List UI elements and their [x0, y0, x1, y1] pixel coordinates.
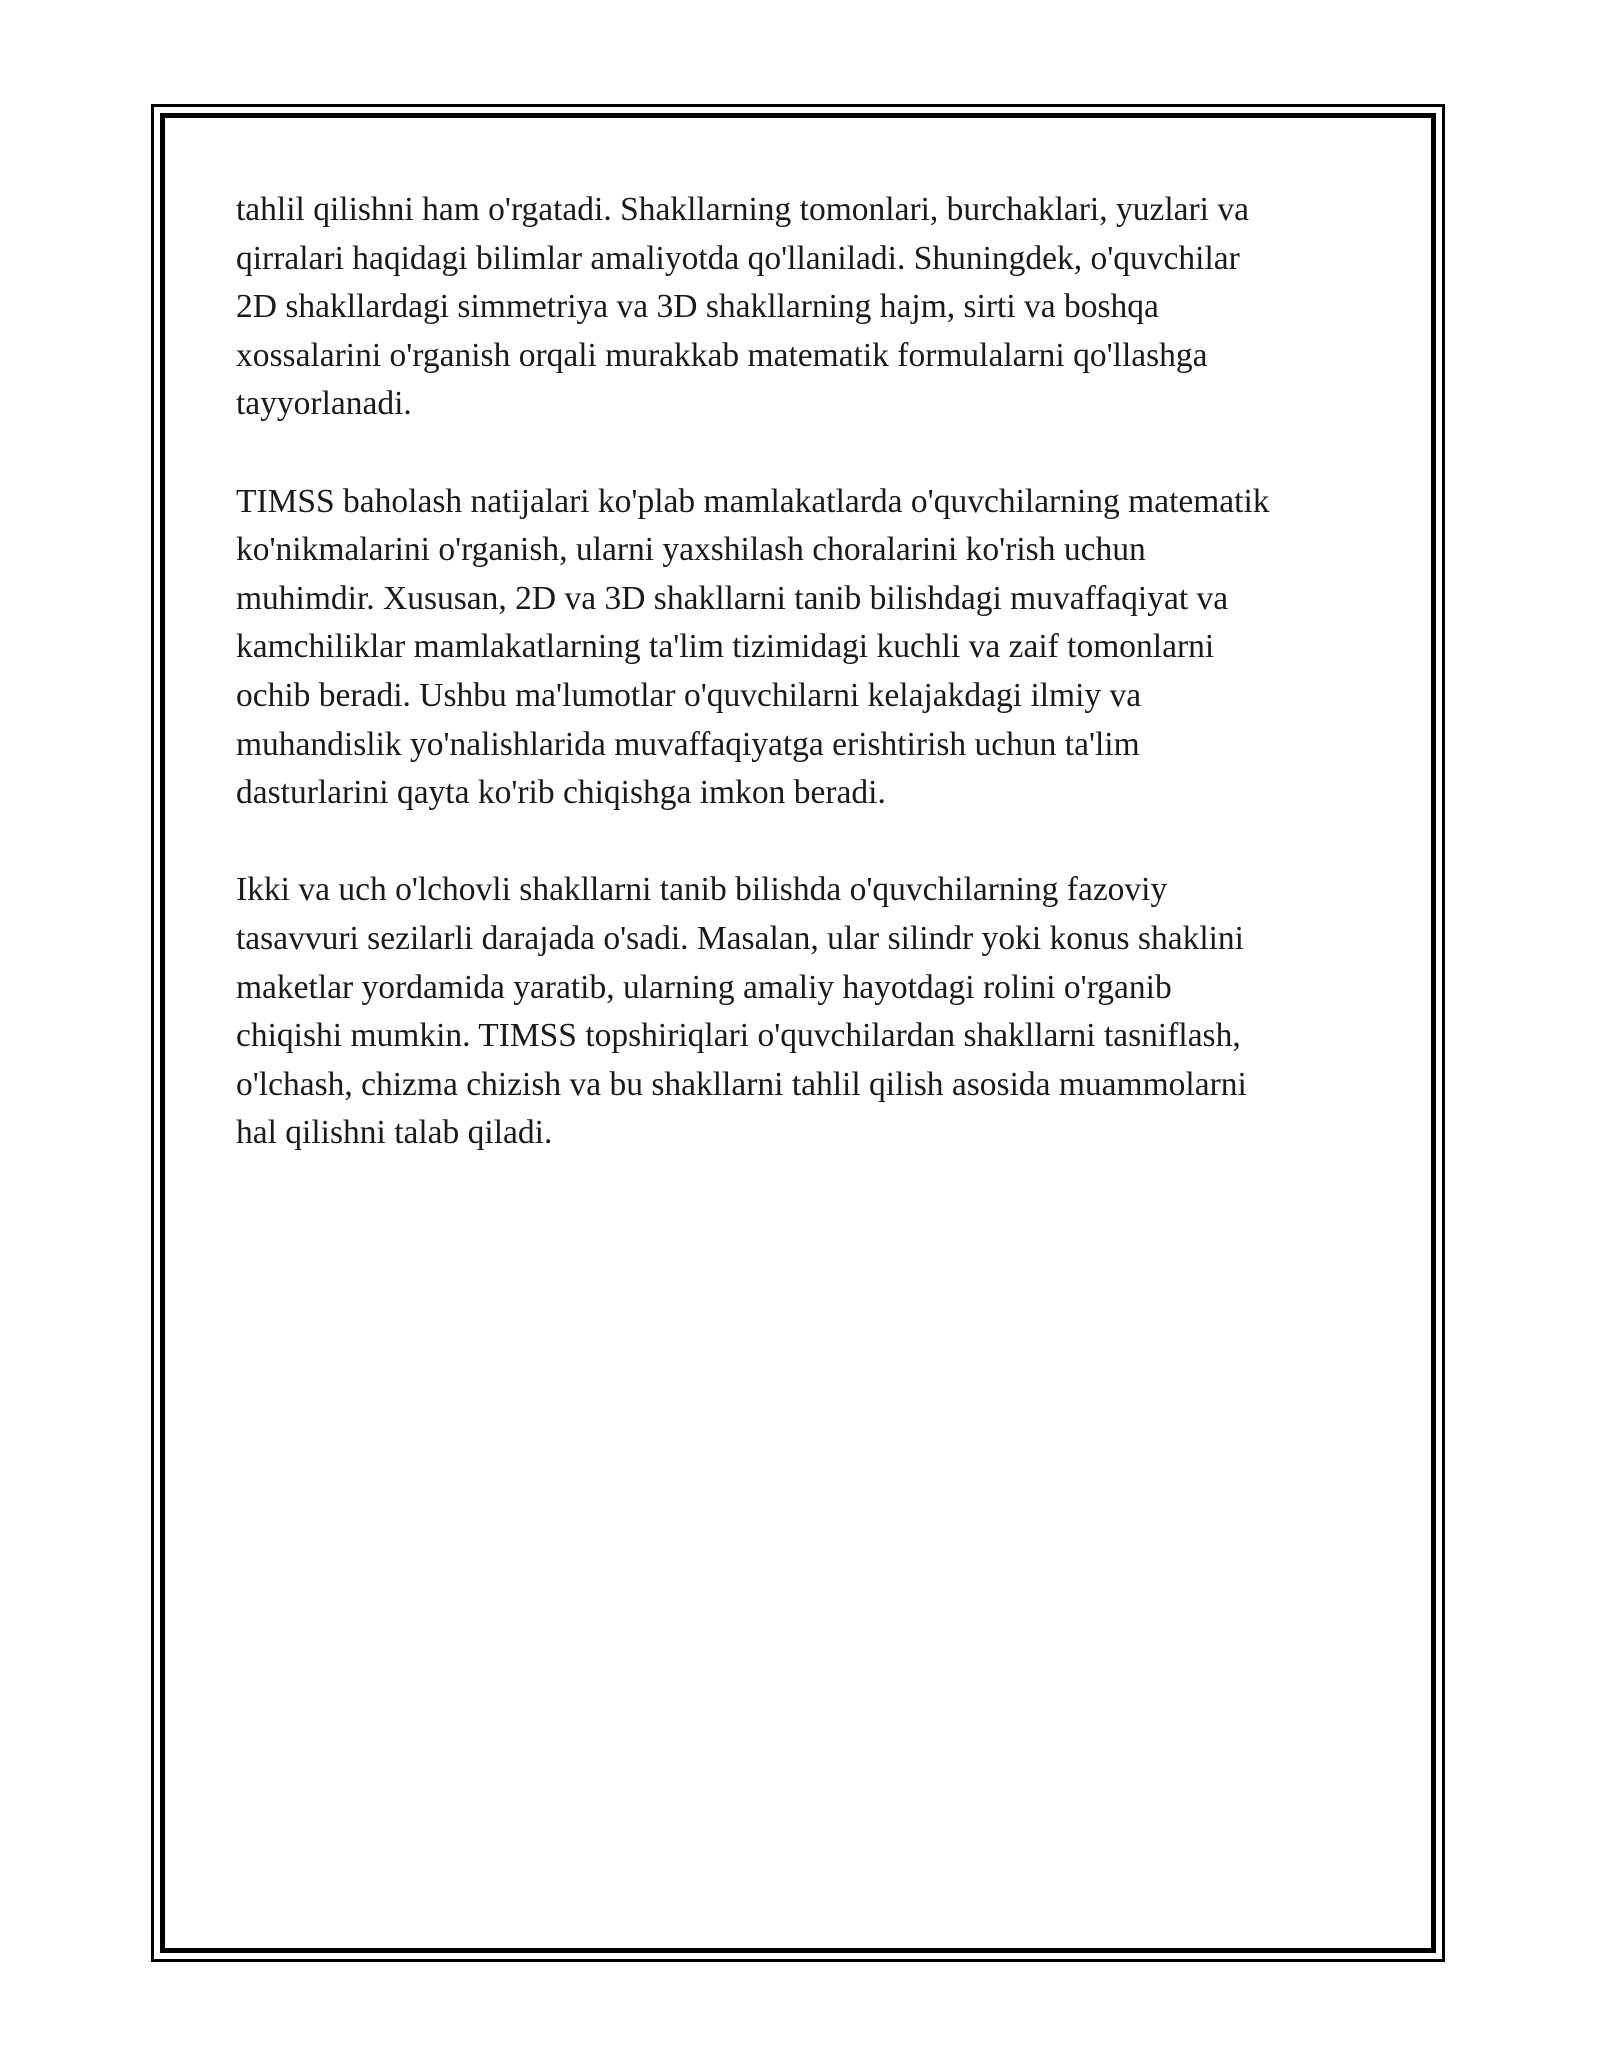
paragraph-1 — [236, 186, 1376, 429]
text-line: tahlil qilishni ham o'rgatadi. Shakllarning tomonlari, burchaklari, yuzlari va — [236, 191, 1249, 228]
text-line: tasavvuri sezilarli darajada o'sadi. Masalan, ular silindr yoki konus shaklini — [236, 919, 1244, 957]
text-line: xossalarini o'rganish orqali murakkab matematik formulalarni qo'llashga — [236, 336, 1208, 374]
text-line: maketlar yordamida yaratib, ularning amaliy hayotdagi rolini o'rganib — [236, 968, 1172, 1006]
paragraph-2 — [236, 478, 1376, 818]
text-line: 2D shakllardagi simmetriya va 3D shakllarning hajm, sirti va boshqa — [236, 288, 1159, 326]
text-line: qirralari haqidagi bilimlar amaliyotda qo'llaniladi. Shuningdek, o'quvchilar — [236, 239, 1240, 277]
text-line: dasturlarini qayta ko'rib chiqishga imkon beradi. — [236, 774, 886, 812]
text-line: kamchiliklar mamlakatlarning ta'lim tizimidagi kuchli va zaif tomonlarni — [236, 628, 1215, 666]
text-line: muhimdir. Xususan, 2D va 3D shakllarni tanib bilishdagi muvaffaqiyat va — [236, 579, 1229, 617]
text-line: ochib beradi. Ushbu ma'lumotlar o'quvchilarni kelajakdagi ilmiy va — [236, 676, 1142, 714]
text-line: hal qilishni talab qiladi. — [236, 1114, 553, 1152]
text-line: muhandislik yo'nalishlarida muvaffaqiyatga erishtirish uchun ta'lim — [236, 725, 1140, 763]
text-line: ko'nikmalarini o'rganish, ularni yaxshilash choralarini ko'rish uchun — [236, 531, 1146, 569]
text-line: TIMSS baholash natijalari ko'plab mamlakatlarda o'quvchilarning matematik — [236, 482, 1270, 520]
paragraph-3 — [236, 866, 1376, 1158]
text-line: Ikki va uch o'lchovli shakllarni tanib bilishda o'quvchilarning fazoviy — [236, 871, 1168, 909]
text-line: tayyorlanadi. — [236, 385, 412, 423]
text-line: o'lchash, chizma chizish va bu shakllarni tahlil qilish asosida muammolarni — [236, 1065, 1247, 1103]
text-line: chiqishi mumkin. TIMSS topshiriqlari o'quvchilardan shakllarni tasniflash, — [236, 1017, 1241, 1055]
document-body — [236, 186, 1376, 1206]
